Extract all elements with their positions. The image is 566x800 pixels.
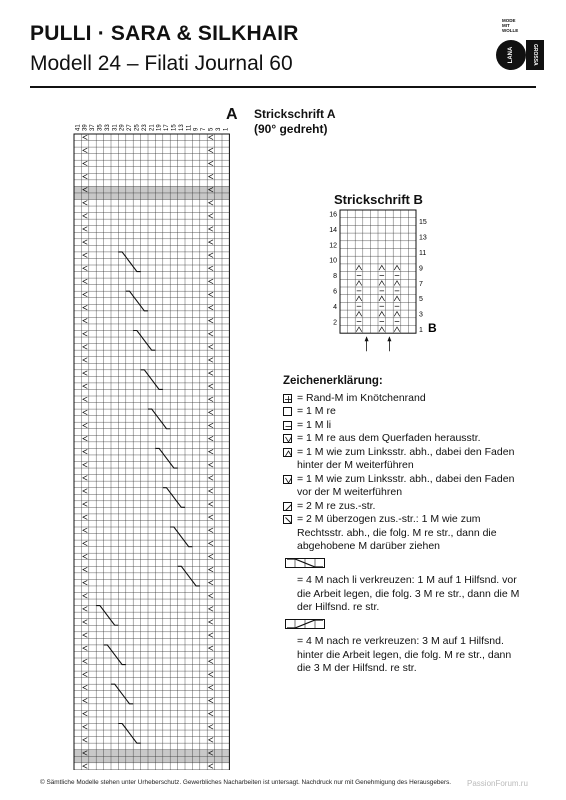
logo-bar: GROSSA [526,40,544,70]
chart-a-column-number: 5 [208,127,215,131]
cable-right-text: = 4 M nach re verkreuzen: 3 M auf 1 Hilfsnd. hinter die Arbeit legen, die folg. M re str., dann die 3 M der Hilfsnd. re str. [297,635,512,674]
chart-b-row-number-left: 4 [333,303,337,311]
legend-item [283,392,523,406]
chart-a-subtitle: (90° gedreht) [254,122,328,136]
cable-left-text: = 4 M nach li verkreuzen: 1 M auf 1 Hilfsnd. vor die Arbeit legen, die folg. 3 M re str., dann die M der Hilfsnd. re str. [297,574,520,613]
chart-b-grid [340,210,416,333]
chart-a-label: A [226,106,238,123]
legend-item [283,513,523,554]
ssk-icon [283,515,292,524]
purl-icon [283,421,292,430]
legend-item-text: = Rand-M im Knötchenrand [297,391,426,404]
chart-a-column-number: 33 [104,124,111,131]
chart-a-column-number: 1 [223,127,230,131]
legend-title: Zeichenerklärung: [283,375,383,387]
legend-item-text: = 1 M wie zum Linksstr. abh., dabei den Faden hinter der M weiterführen [297,445,515,471]
chart-b-row-number-left: 10 [329,257,337,265]
increase-icon [283,434,292,443]
chart-b-row-number-right: 7 [419,280,423,288]
page-subtitle: Modell 24 – Filati Journal 60 [30,52,293,75]
chart-b-row-number-right: 11 [419,250,427,258]
chart-b-row-number-left: 2 [333,319,337,327]
chart-a-column-number: 17 [164,124,171,131]
chart-a-column-number: 29 [119,124,126,131]
chart-a-column-number: 35 [97,124,104,131]
legend-item-text: = 1 M re aus dem Querfaden herausstr. [297,432,481,444]
chart-b-row-number-left: 8 [333,273,337,281]
chart-b-label: B [428,321,437,336]
cable-left-icon [285,558,325,568]
chart-b-arrows [365,336,392,351]
chart-b-row-number-right: 3 [419,311,423,319]
chart-b-row-number-right: 5 [419,296,423,304]
chart-a-column-number: 11 [186,124,193,131]
chart-b-row-number-left: 12 [329,242,337,250]
edge-knot-icon [283,394,292,403]
legend-item [283,500,523,514]
chart-a-column-number: 27 [127,124,134,131]
chart-a-grid [74,134,229,770]
legend-item [283,419,523,433]
chart-a-column-number: 25 [134,124,141,131]
legend-item [283,473,523,500]
logo-circle: LANA [496,40,526,70]
chart-a-column-number: 31 [112,124,119,131]
chart-b-row-number-left: 14 [329,226,337,234]
chart-b-row-number-right: 13 [419,234,427,242]
cable-right-icon [285,619,325,629]
chart-a-column-number: 7 [201,127,208,131]
chart-a-border [74,134,229,770]
footer-copyright: © Sämtliche Modelle stehen unter Urheberschutz. Gewerbliches Nacharbeiten ist untersagt. Nachdruck nur mit Genehmigung des Herausgebers. [40,779,452,786]
logo-tagline: MODE MIT WOLLE [502,18,519,33]
legend-item [283,405,523,419]
legend-item-text: = 1 M wie zum Linksstr. abh., dabei den Faden vor der M weiterführen [297,472,515,498]
knit-icon [283,407,292,416]
knitting-chart-b [318,208,448,368]
watermark: PassionForum.ru [467,779,528,788]
chart-b-row-number-right: 1 [419,327,423,335]
chart-b-row-number-left: 6 [333,288,337,296]
chart-a-column-number: 19 [156,124,163,131]
legend [283,375,523,676]
k2tog-icon [283,502,292,511]
chart-a-column-number: 37 [90,124,97,131]
page-title: PULLI · SARA & SILKHAIR [30,22,299,45]
chart-a-column-number: 15 [171,124,178,131]
chart-b-row-number-left: 16 [329,211,337,219]
chart-a-column-number: 3 [215,127,222,131]
chart-a-column-number: 21 [149,124,156,131]
legend-item-text: = 1 M li [297,418,332,431]
header-rule [30,86,536,88]
chart-a-column-number: 13 [178,124,185,131]
legend-item-text: = 2 M überzogen zus.-str.: 1 M wie zum Rechtsstr. abh., die folg. M re str., dann die abgehobene M darüber ziehen [297,513,497,552]
chart-b-row-number-right: 9 [419,265,423,273]
knitting-chart-a [70,100,230,770]
slip-front-icon [283,475,292,484]
chart-a-column-number: 41 [75,124,82,131]
legend-item [283,446,523,473]
legend-item-text: = 2 M re zus.-str. [297,499,376,512]
brand-logo [494,18,546,76]
chart-a-title: Strickschrift A [254,107,336,121]
chart-a-column-number: 9 [193,127,200,131]
legend-item-text: = 1 M re [297,405,336,417]
chart-a-column-number: 39 [82,124,89,131]
chart-b-title: Strickschrift B [334,192,423,207]
chart-a-column-number: 23 [141,124,148,131]
legend-item [283,432,523,446]
slip-back-icon [283,448,292,457]
chart-b-row-number-right: 15 [419,219,427,227]
